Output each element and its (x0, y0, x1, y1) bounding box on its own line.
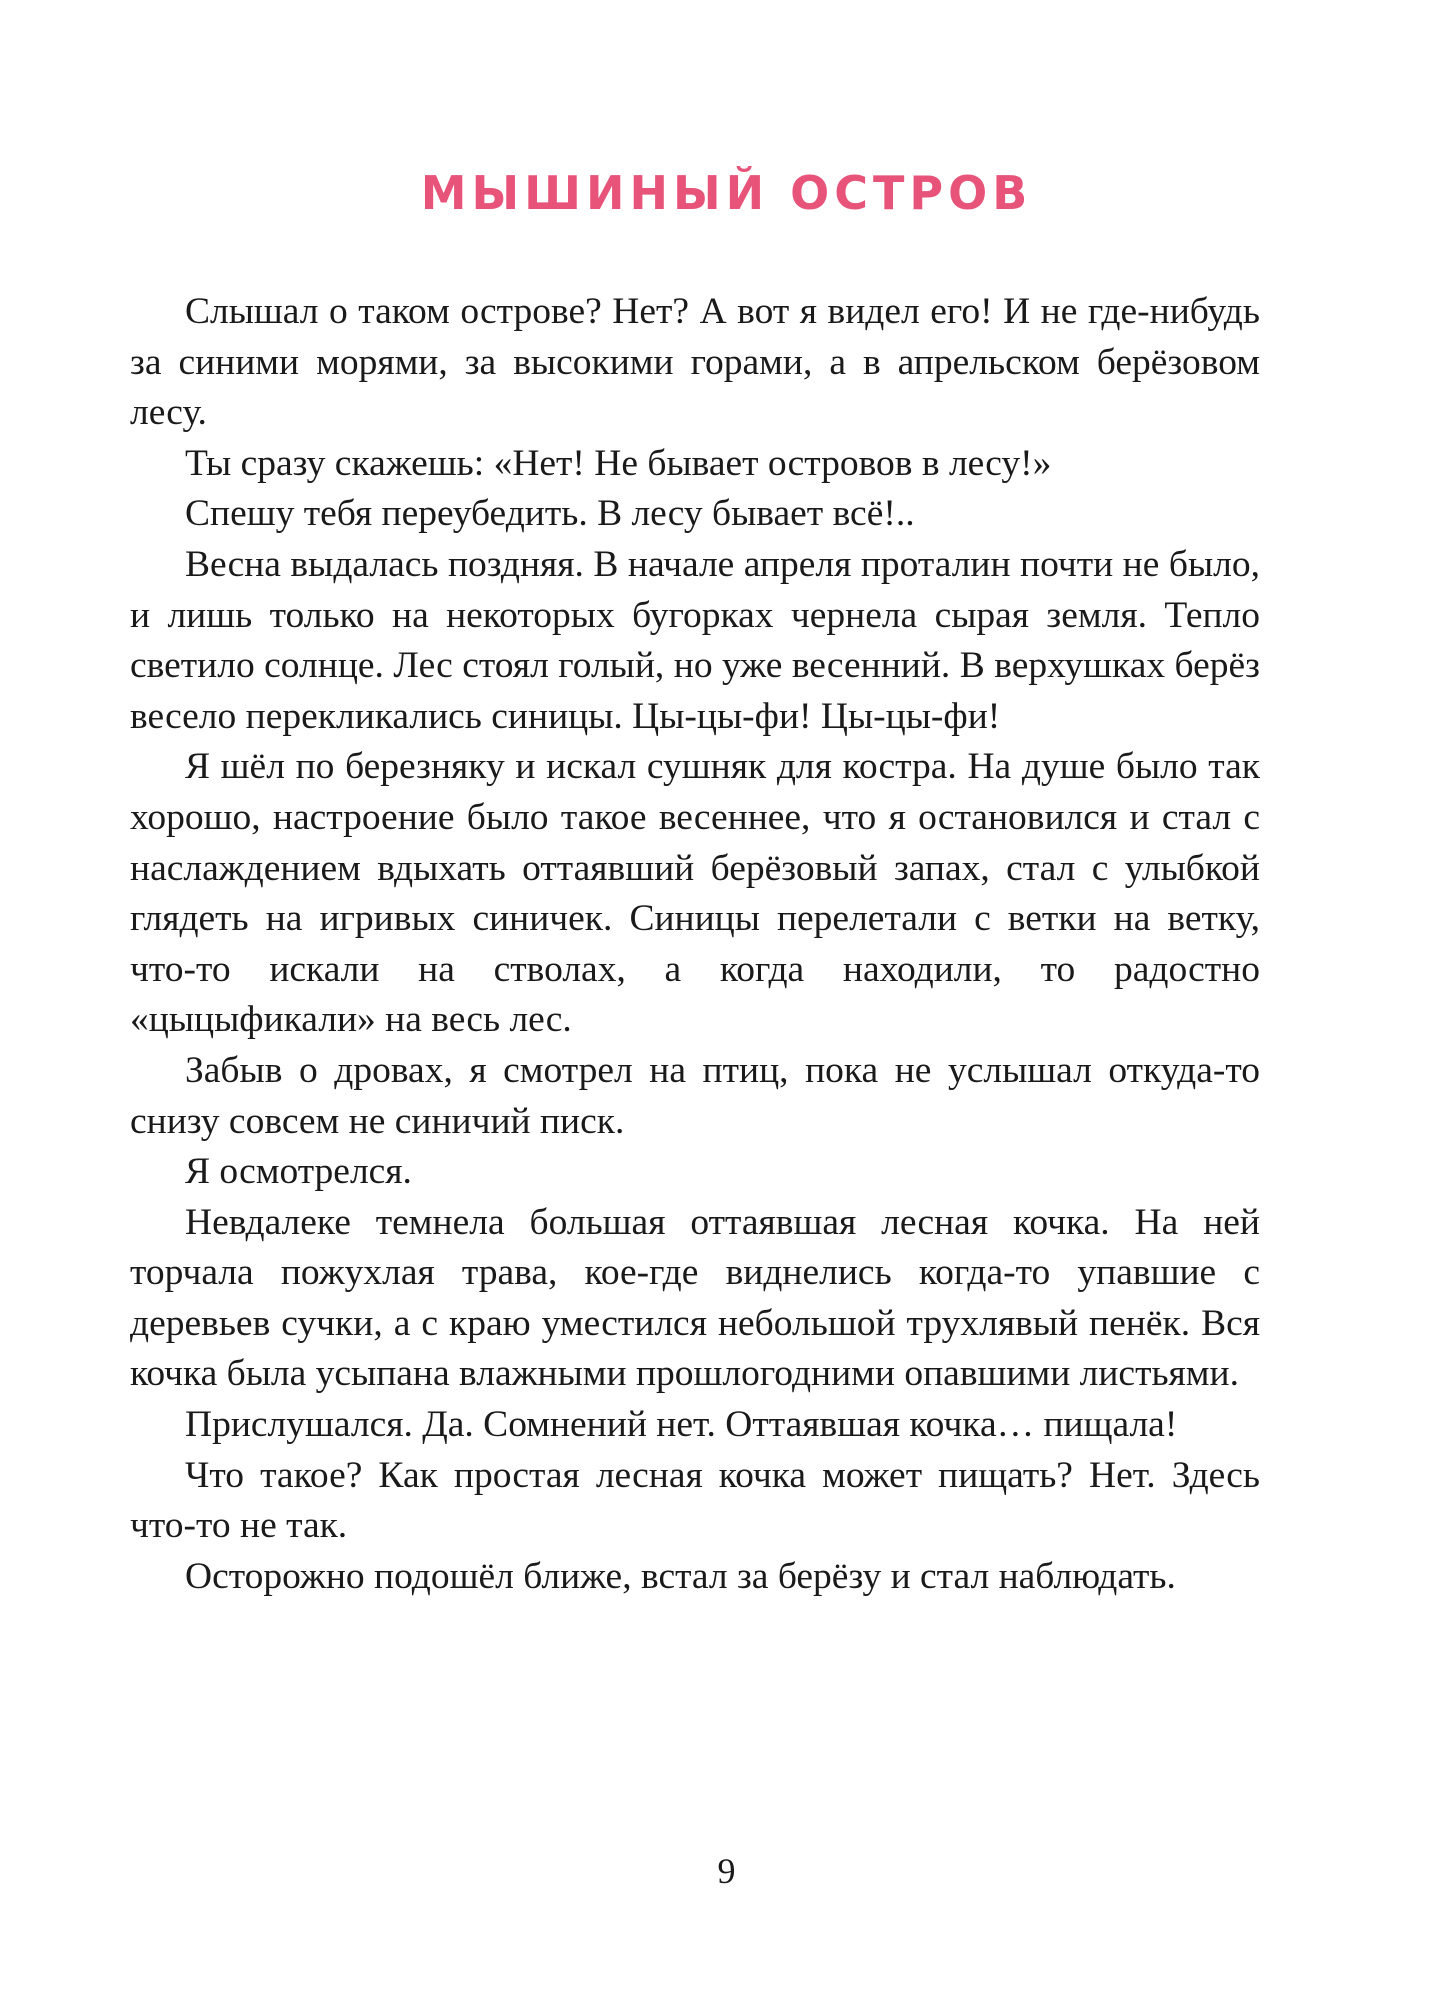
paragraph: Ты сразу скажешь: «Нет! Не бывает островов в лесу!» (185, 442, 1052, 484)
paragraph: Я шёл по березняку и искал сушняк для костра. На душе было так хорошо, настроение было такое весеннее, что я остановился и стал с наслаждением вдыхать оттаявший берёзовый запах, стал с улыбкой глядеть на игривых синичек. Синицы перелетали с ветки на ветку, что-то искали на стволах, а когда находили, то радостно «цыцыфикали» на весь лес. (130, 746, 1260, 1041)
paragraph: Невдалеке темнела большая оттаявшая лесная кочка. На ней торчала пожухлая трава, кое-где виднелись когда-то упавшие с деревьев сучки, а с краю уместился небольшой трухлявый пенёк. Вся кочка была усыпана влажными прошлогодними опавшими листьями. (130, 1201, 1260, 1395)
paragraph: Весна выдалась поздняя. В начале апреля проталин почти не было, и лишь только на некоторых бугорках чернела сырая земля. Тепло светило солнце. Лес стоял голый, но уже весенний. В верхушках берёз весело перекликались синицы. Цы-цы-фи! Цы-цы-фи! (130, 543, 1260, 737)
paragraph: Что такое? Как простая лесная кочка может пищать? Нет. Здесь что-то не так. (130, 1454, 1260, 1547)
paragraph: Прислушался. Да. Сомнений нет. Оттаявшая кочка… пищала! (185, 1404, 1178, 1446)
chapter-title: МЫШИНЫЙ ОСТРОВ (420, 166, 1033, 220)
paragraph: Я осмотрелся. (185, 1151, 412, 1193)
chapter-body (130, 287, 1260, 1602)
paragraph: Осторожно подошёл ближе, встал за берёзу и стал наблюдать. (185, 1555, 1176, 1597)
paragraph: Забыв о дровах, я смотрел на птиц, пока не услышал откуда-то снизу совсем не синичий писк. (130, 1049, 1260, 1142)
paragraph: Спешу тебя переубедить. В лесу бывает всё!.. (185, 493, 915, 535)
page-number: 9 (717, 1851, 736, 1891)
paragraph: Слышал о таком острове? Нет? А вот я видел его! И не где-нибудь за синими морями, за высокими горами, а в апрельском берёзовом лесу. (130, 291, 1260, 434)
